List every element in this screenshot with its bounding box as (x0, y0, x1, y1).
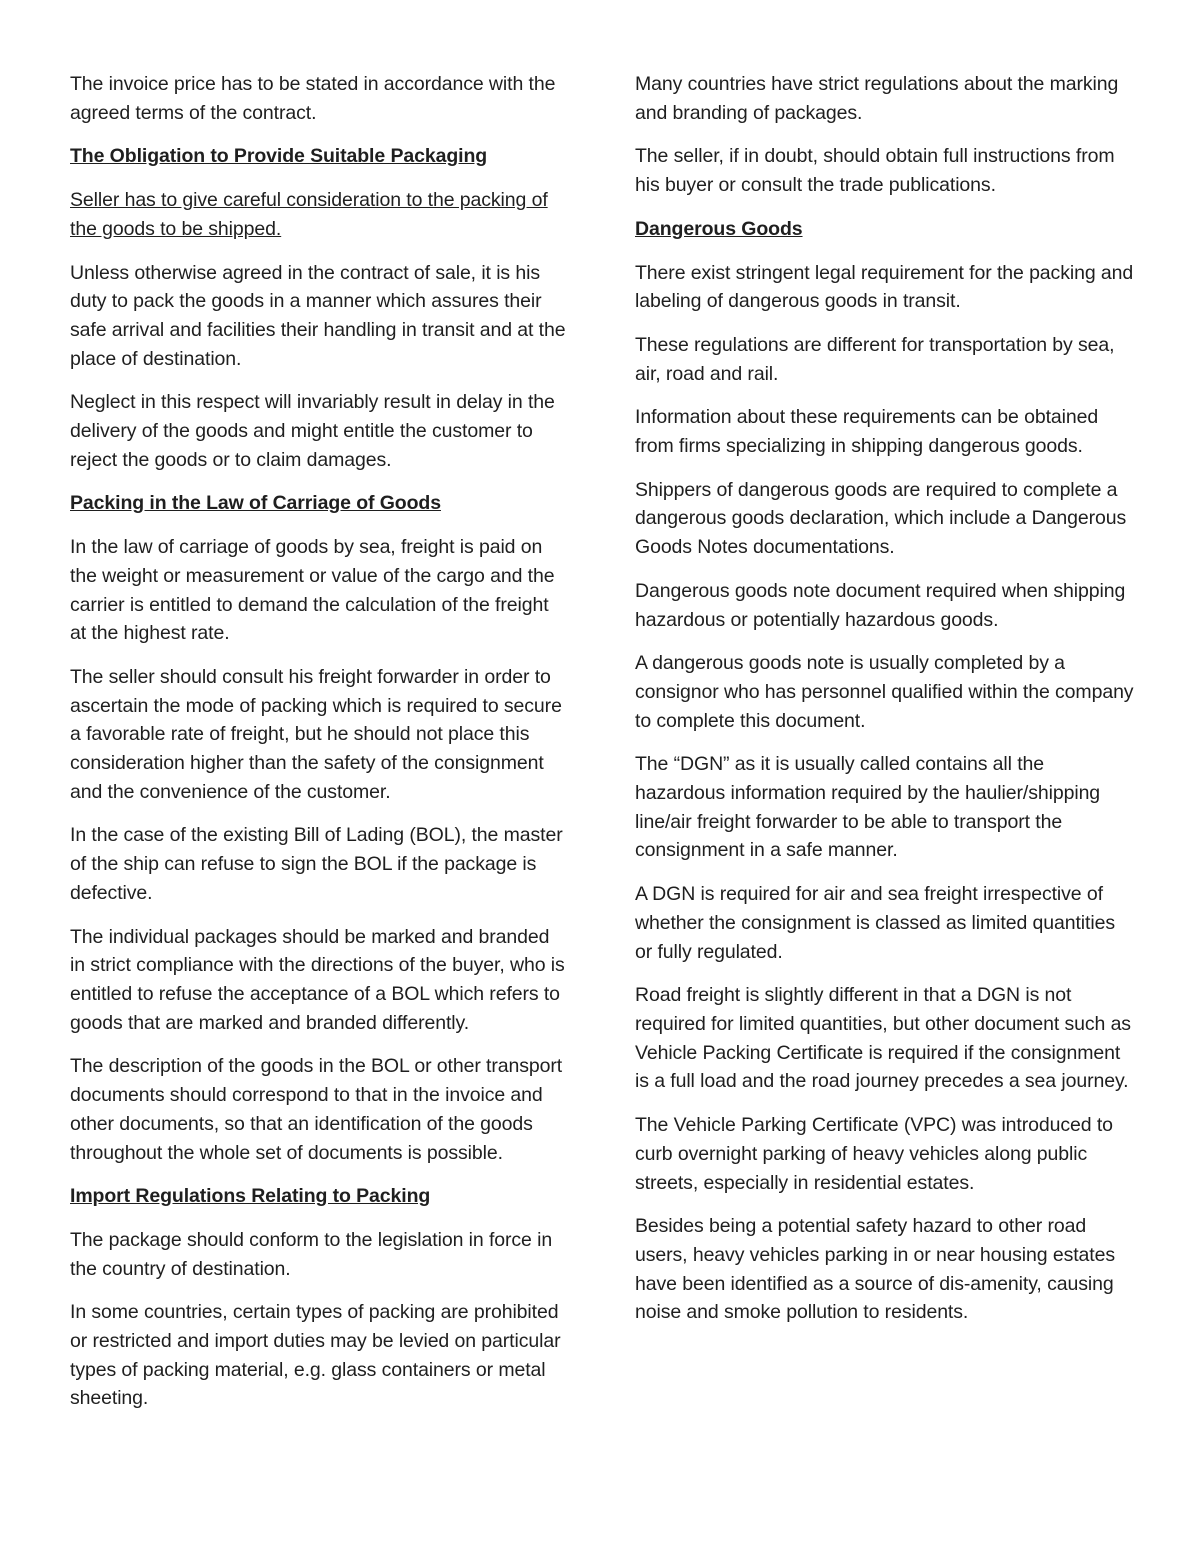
paragraph-description-goods: The description of the goods in the BOL or other transport documents should correspond to that in the invoice and other documents, so that an identification of the goods throughout the whole set of documents is possible. (70, 1055, 563, 1164)
paragraph-information-firms: Information about these requirements can be obtained from firms specializing in shipping dangerous goods. (635, 406, 1099, 458)
paragraph-dgn-air-sea: A DGN is required for air and sea freight irrespective of whether the consignment is classed as limited quantities or fully regulated. (635, 883, 1115, 963)
paragraph-duty-to-pack: Unless otherwise agreed in the contract of sale, it is his duty to pack the goods in a manner which assures their safe arrival and facilities their handling in transit and at the place of destination. (70, 261, 566, 370)
paragraph-careful-consideration: Seller has to give careful consideration to the packing of the goods to be shipped. (70, 189, 548, 240)
paragraph-dgn-contents: The “DGN” as it is usually called contains all the hazardous information required by the haulier/shipping line/air freight forwarder to be able to transport the consignment in a safe manner. (635, 753, 1101, 862)
paragraph-dgn-required: Dangerous goods note document required when shipping hazardous or potentially hazardous goods. (635, 579, 1126, 631)
paragraph-prohibited-packing: In some countries, certain types of packing are prohibited or restricted and import duties may be levied on particular types of packing material, e.g. glass containers or metal sheeting. (70, 1301, 561, 1410)
paragraph-transport-modes: These regulations are different for transportation by sea, air, road and rail. (635, 333, 1115, 385)
paragraph-invoice-price: The invoice price has to be stated in accordance with the agreed terms of the contract. (70, 73, 556, 124)
paragraph-neglect: Neglect in this respect will invariably result in delay in the delivery of the goods and might entitle the customer to reject the goods or to claim damages. (70, 391, 555, 471)
paragraph-marked-branded: The individual packages should be marked and branded in strict compliance with the directions of the buyer, who is entitled to refuse the acceptance of a BOL which refers to goods that are marked and branded differently. (70, 925, 565, 1034)
heading-law-of-carriage: Packing in the Law of Carriage of Goods (70, 492, 441, 515)
paragraph-seller-in-doubt: The seller, if in doubt, should obtain full instructions from his buyer or consult the trade publications. (635, 145, 1115, 197)
heading-dangerous-goods: Dangerous Goods (635, 217, 803, 240)
paragraph-dgn-consignor: A dangerous goods note is usually completed by a consignor who has personnel qualified within the company to complete this document. (635, 652, 1134, 732)
paragraph-road-freight: Road freight is slightly different in that a DGN is not required for limited quantities, but other document such as Vehicle Packing Certificate is required if the consignment is a full load and the road journey precedes a sea journey. (635, 984, 1131, 1093)
paragraph-freight-paid: In the law of carriage of goods by sea, freight is paid on the weight or measurement or value of the cargo and the carrier is entitled to demand the calculation of the freight at the highest rate. (70, 536, 555, 645)
paragraph-consult-forwarder: The seller should consult his freight forwarder in order to ascertain the mode of packing which is required to secure a favorable rate of freight, but he should not place this consideration higher than the safety of the consignment and the convenience of the customer. (70, 665, 562, 803)
heading-suitable-packaging: The Obligation to Provide Suitable Packaging (70, 145, 488, 168)
paragraph-safety-hazard: Besides being a potential safety hazard to other road users, heavy vehicles parking in or near housing estates have been identified as a source of dis-amenity, causing noise and smoke pollution to residents. (635, 1215, 1116, 1324)
paragraph-conform-legislation: The package should conform to the legislation in force in the country of destination. (70, 1228, 553, 1280)
paragraph-bill-of-lading: In the case of the existing Bill of Lading (BOL), the master of the ship can refuse to sign the BOL if the package is defective. (70, 824, 563, 904)
left-column (70, 70, 568, 1428)
paragraph-vpc-introduced: The Vehicle Parking Certificate (VPC) was introduced to curb overnight parking of heavy vehicles along public streets, especially in residential estates. (635, 1114, 1113, 1194)
paragraph-strict-regulations: Many countries have strict regulations about the marking and branding of packages. (635, 73, 1119, 124)
paragraph-shippers-declaration: Shippers of dangerous goods are required to complete a dangerous goods declaration, which include a Dangerous Goods Notes documentations. (635, 478, 1127, 559)
paragraph-stringent-requirement: There exist stringent legal requirement for the packing and labeling of dangerous goods in transit. (635, 261, 1134, 313)
right-column (635, 70, 1135, 1342)
heading-import-regulations: Import Regulations Relating to Packing (70, 1185, 431, 1208)
